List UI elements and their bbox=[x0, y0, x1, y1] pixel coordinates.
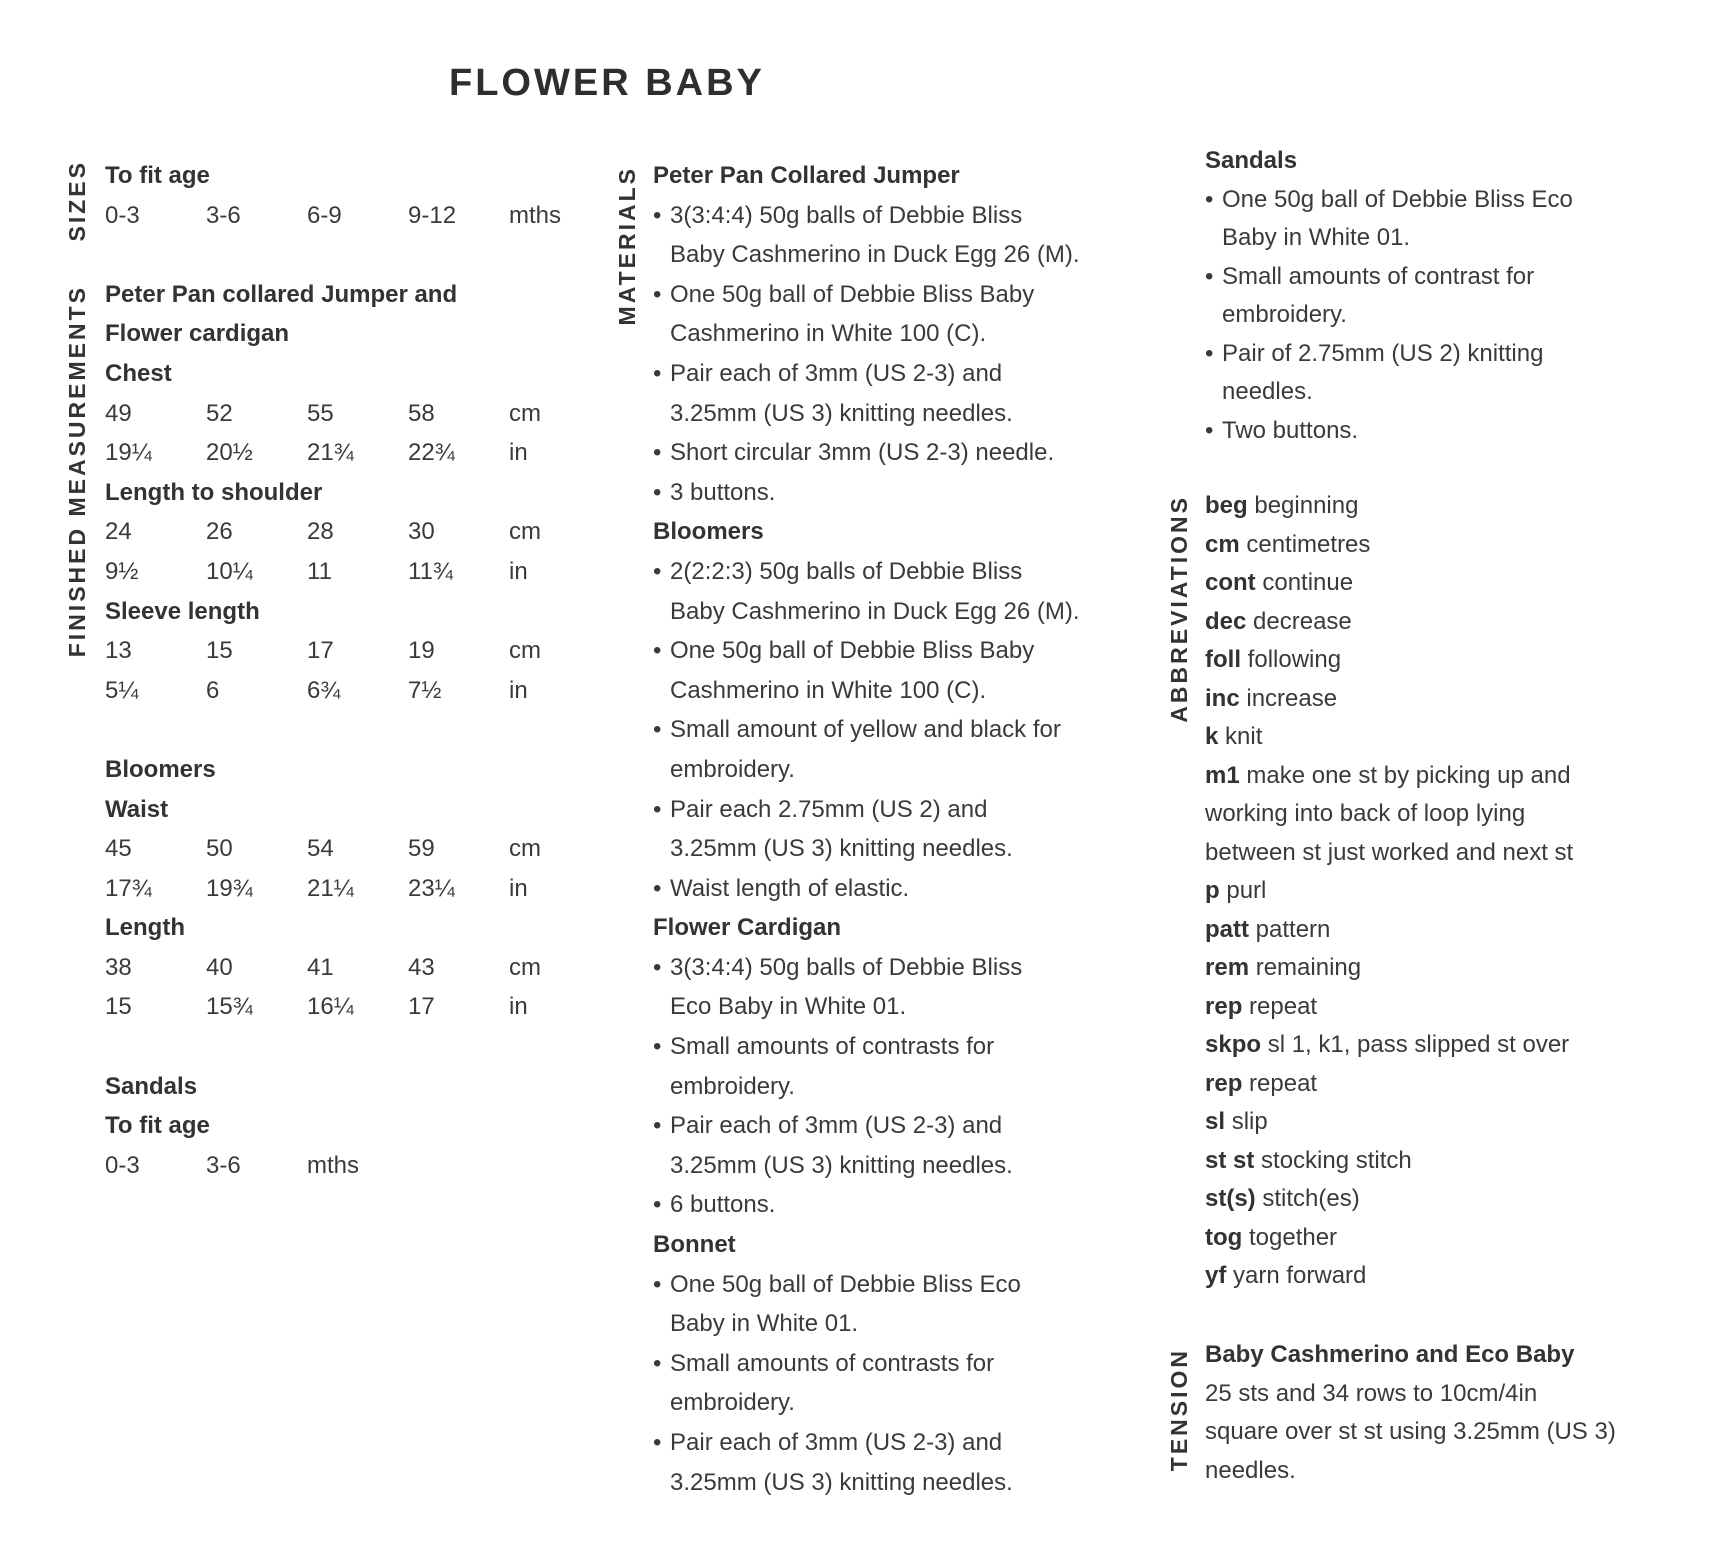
abbreviation-meaning: continue bbox=[1262, 569, 1354, 596]
bullet-item: • Pair each of 3mm (US 2-3) and 3.25mm (US 3) knitting needles. bbox=[653, 1423, 1133, 1502]
measure-value: 15 bbox=[105, 993, 132, 1021]
bullet-line: embroidery. bbox=[670, 1389, 795, 1417]
abbreviation-key: inc bbox=[1205, 684, 1240, 712]
abbreviation-meaning: increase bbox=[1246, 684, 1338, 712]
abbreviation-row bbox=[1205, 988, 1705, 1027]
bullet-item: • 6 buttons. bbox=[653, 1185, 1133, 1225]
abbreviation-meaning: together bbox=[1248, 1223, 1338, 1251]
abbreviation-row bbox=[1205, 487, 1705, 526]
bullet-line: 3(3:4:4) 50g balls of Debbie Bliss bbox=[670, 953, 1023, 981]
tension-line: needles. bbox=[1205, 1456, 1296, 1484]
abbreviation-key: st st bbox=[1205, 1146, 1255, 1174]
tension-line: square over st st using 3.25mm (US 3) bbox=[1205, 1418, 1616, 1445]
abbreviation-meaning: stitch(es) bbox=[1262, 1185, 1360, 1212]
bullet-line: 2(2:2:3) 50g balls of Debbie Bliss bbox=[670, 557, 1023, 585]
abbreviation-row bbox=[1205, 1065, 1705, 1104]
bullet-item: • One 50g ball of Debbie Bliss Baby Cashmerino in White 100 (C). bbox=[653, 275, 1133, 354]
measure-unit: in bbox=[509, 676, 528, 704]
abbreviation-row bbox=[1205, 1026, 1705, 1065]
abbreviation-meaning: between st just worked and next st bbox=[1205, 838, 1574, 866]
abbreviations-list bbox=[1205, 487, 1705, 1296]
abbreviation-meaning: slip bbox=[1231, 1108, 1268, 1135]
measure-value: 7½ bbox=[408, 676, 442, 704]
measure-value: 21¾ bbox=[307, 439, 354, 467]
bullet-line: One 50g ball of Debbie Bliss Baby bbox=[670, 637, 1035, 665]
sandals-sizes-row bbox=[105, 1146, 605, 1186]
abbreviation-key: beg bbox=[1205, 492, 1248, 519]
measure-value: 43 bbox=[408, 953, 435, 981]
bullet-line: Baby in White 01. bbox=[1222, 224, 1411, 251]
abbreviation-meaning: following bbox=[1247, 646, 1342, 673]
measure-unit: in bbox=[509, 439, 528, 467]
abbreviation-key: p bbox=[1205, 877, 1220, 904]
measure-unit: cm bbox=[509, 835, 541, 863]
bullet-item: • Small amounts of contrasts for embroidery. bbox=[653, 1344, 1133, 1423]
bullet-line: Pair each of 3mm (US 2-3) and bbox=[670, 1429, 1003, 1456]
bullet-line: Pair of 2.75mm (US 2) knitting bbox=[1222, 339, 1544, 367]
bullet-item: • One 50g ball of Debbie Bliss Eco Baby in White 01. bbox=[653, 1265, 1133, 1344]
measure-value: 50 bbox=[206, 835, 233, 863]
measure-value: 15 bbox=[206, 637, 233, 665]
bullet-line: One 50g ball of Debbie Bliss Eco bbox=[670, 1270, 1021, 1298]
measure-unit: in bbox=[509, 993, 528, 1021]
abbreviation-key: sl bbox=[1205, 1108, 1226, 1135]
bullet-item: • 3(3:4:4) 50g balls of Debbie Bliss Baby Cashmerino in Duck Egg 26 (M). bbox=[653, 196, 1133, 275]
tension-line: 25 sts and 34 rows to 10cm/4in bbox=[1205, 1379, 1538, 1407]
size-value: 6-9 bbox=[307, 201, 342, 229]
abbreviation-row bbox=[1205, 757, 1705, 796]
sandals-heading: Sandals bbox=[105, 1072, 198, 1100]
measure-value: 19¼ bbox=[105, 439, 152, 467]
measure-value: 41 bbox=[307, 953, 334, 981]
bullet-item: • Small amount of yellow and black for embroidery. bbox=[653, 710, 1133, 789]
group-heading: Peter Pan collared Jumper and bbox=[105, 280, 458, 308]
bullet-line: 3 buttons. bbox=[670, 478, 776, 506]
abbreviation-meaning: repeat bbox=[1249, 992, 1318, 1020]
abbreviation-row bbox=[1205, 949, 1705, 988]
sizes-heading: To fit age bbox=[105, 162, 210, 189]
measure-value: 40 bbox=[206, 953, 233, 981]
abbreviation-row bbox=[1205, 1219, 1705, 1258]
abbreviation-key: cont bbox=[1205, 569, 1256, 596]
tension-block bbox=[1205, 1336, 1705, 1490]
abbreviation-meaning: yarn forward bbox=[1233, 1262, 1367, 1289]
bloomers-length-heading: Length bbox=[105, 914, 185, 942]
bullet-item: • Small amounts of contrast for embroidery. bbox=[1205, 258, 1685, 335]
abbreviation-row bbox=[1205, 834, 1705, 873]
abbreviation-row bbox=[1205, 526, 1705, 565]
abbreviation-key: rem bbox=[1205, 954, 1250, 981]
measure-value: 9½ bbox=[105, 557, 139, 585]
sleeve-heading: Sleeve length bbox=[105, 597, 260, 625]
materials-sandals-heading: Sandals bbox=[1205, 147, 1298, 174]
abbreviation-meaning: knit bbox=[1225, 723, 1263, 750]
measure-value: 28 bbox=[307, 518, 334, 546]
measure-value: 38 bbox=[105, 953, 132, 981]
size-value: 9-12 bbox=[408, 201, 457, 229]
abbreviation-row bbox=[1205, 911, 1705, 950]
measure-value: 19 bbox=[408, 637, 435, 665]
abbreviation-row bbox=[1205, 1103, 1705, 1142]
measure-value: 21¼ bbox=[307, 874, 354, 902]
abbreviation-key: rep bbox=[1205, 992, 1243, 1020]
bullet-line: 3.25mm (US 3) knitting needles. bbox=[670, 1151, 1013, 1179]
size-value: 0-3 bbox=[105, 1151, 140, 1179]
measure-value: 54 bbox=[307, 835, 334, 863]
abbreviation-row bbox=[1205, 680, 1705, 719]
measurement-row-cm bbox=[105, 948, 605, 988]
abbreviation-key: st(s) bbox=[1205, 1185, 1256, 1212]
abbreviation-key: m1 bbox=[1205, 761, 1240, 789]
bullet-line: Pair each of 3mm (US 2-3) and bbox=[670, 359, 1003, 387]
sizes-section-label: SIZES bbox=[64, 160, 90, 242]
bullet-line: 3(3:4:4) 50g balls of Debbie Bliss bbox=[670, 201, 1023, 229]
bullet-line: needles. bbox=[1222, 378, 1313, 405]
abbreviation-row bbox=[1205, 603, 1705, 642]
measurement-row-in bbox=[105, 552, 605, 592]
measure-value: 22¾ bbox=[408, 439, 455, 467]
bullet-item: • 2(2:2:3) 50g balls of Debbie Bliss Baby Cashmerino in Duck Egg 26 (M). bbox=[653, 552, 1133, 631]
abbreviation-row bbox=[1205, 718, 1705, 757]
measurement-row-cm bbox=[105, 829, 605, 869]
sizes-and-measurements-column bbox=[105, 156, 605, 1185]
measure-unit: cm bbox=[509, 399, 541, 427]
abbreviation-key: foll bbox=[1205, 646, 1241, 673]
sandals-materials-block bbox=[1205, 142, 1685, 450]
abbreviation-row bbox=[1205, 1142, 1705, 1181]
bullet-line: 6 buttons. bbox=[670, 1191, 776, 1219]
abbreviation-meaning: beginning bbox=[1254, 492, 1359, 519]
abbreviation-meaning: sl 1, k1, pass slipped st over bbox=[1267, 1031, 1570, 1058]
abbreviation-meaning: make one st by picking up and bbox=[1246, 761, 1571, 789]
abbreviation-meaning: decrease bbox=[1253, 607, 1352, 635]
bullet-item: • Short circular 3mm (US 2-3) needle. bbox=[653, 433, 1133, 473]
bloomers-heading: Bloomers bbox=[105, 755, 216, 783]
measure-value: 49 bbox=[105, 399, 132, 427]
abbreviation-row bbox=[1205, 641, 1705, 680]
bullet-item: • Pair each 2.75mm (US 2) and 3.25mm (US 3) knitting needles. bbox=[653, 790, 1133, 869]
abbreviation-key: patt bbox=[1205, 915, 1249, 943]
measure-value: 17 bbox=[307, 637, 334, 665]
bullet-item: • Pair of 2.75mm (US 2) knitting needles. bbox=[1205, 335, 1685, 412]
bullet-line: Waist length of elastic. bbox=[670, 874, 910, 902]
measure-unit: in bbox=[509, 557, 528, 585]
measurement-row-in bbox=[105, 433, 605, 473]
abbreviation-key: rep bbox=[1205, 1069, 1243, 1097]
measure-value: 45 bbox=[105, 835, 132, 863]
size-unit: mths bbox=[509, 201, 562, 229]
measure-value: 11 bbox=[307, 557, 332, 585]
abbreviation-key: dec bbox=[1205, 607, 1247, 635]
abbreviation-meaning: centimetres bbox=[1246, 530, 1371, 558]
abbreviation-meaning: repeat bbox=[1249, 1069, 1318, 1097]
measure-value: 17¾ bbox=[105, 874, 152, 902]
bullet-item: • One 50g ball of Debbie Bliss Eco Baby in White 01. bbox=[1205, 181, 1685, 258]
bullet-line: Baby Cashmerino in Duck Egg 26 (M). bbox=[670, 597, 1080, 625]
measurement-row-cm bbox=[105, 631, 605, 671]
size-value: 3-6 bbox=[206, 1151, 241, 1179]
page-title: FLOWER BABY bbox=[449, 62, 765, 104]
size-unit: mths bbox=[307, 1151, 360, 1179]
measure-value: 10¼ bbox=[206, 557, 253, 585]
bullet-item: • 3 buttons. bbox=[653, 473, 1133, 513]
materials-cardigan-heading: Flower Cardigan bbox=[653, 914, 842, 942]
bullet-line: embroidery. bbox=[670, 755, 795, 783]
sandals-age-heading: To fit age bbox=[105, 1112, 210, 1140]
measure-unit: cm bbox=[509, 953, 541, 981]
finished-measurements-section-label: FINISHED MEASUREMENTS bbox=[64, 285, 90, 658]
group-heading: Flower cardigan bbox=[105, 320, 290, 348]
bullet-line: Pair each 2.75mm (US 2) and bbox=[670, 795, 988, 823]
abbreviation-key: tog bbox=[1205, 1223, 1243, 1251]
bullet-line: Pair each of 3mm (US 2-3) and bbox=[670, 1112, 1003, 1140]
bullet-line: Baby Cashmerino in Duck Egg 26 (M). bbox=[670, 241, 1080, 269]
abbreviation-meaning: remaining bbox=[1255, 954, 1362, 981]
measure-value: 6¾ bbox=[307, 676, 341, 704]
bullet-line: Small amounts of contrasts for bbox=[670, 1349, 995, 1377]
materials-section-label: MATERIALS bbox=[614, 166, 640, 326]
bullet-line: embroidery. bbox=[670, 1072, 795, 1100]
bullet-item: • Waist length of elastic. bbox=[653, 869, 1133, 909]
measure-value: 20½ bbox=[206, 439, 253, 467]
measurement-row-cm bbox=[105, 394, 605, 434]
bullet-line: Short circular 3mm (US 2-3) needle. bbox=[670, 439, 1055, 467]
bullet-line: 3.25mm (US 3) knitting needles. bbox=[670, 1468, 1013, 1496]
measure-value: 5¼ bbox=[105, 676, 139, 704]
bullet-line: One 50g ball of Debbie Bliss Baby bbox=[670, 280, 1035, 308]
abbreviation-meaning: pattern bbox=[1255, 915, 1331, 943]
bullet-line: 3.25mm (US 3) knitting needles. bbox=[670, 399, 1013, 427]
materials-bloomers-heading: Bloomers bbox=[653, 518, 764, 546]
measure-value: 26 bbox=[206, 518, 233, 546]
tension-heading: Baby Cashmerino and Eco Baby bbox=[1205, 1341, 1575, 1368]
materials-bonnet-heading: Bonnet bbox=[653, 1231, 736, 1259]
abbreviation-row bbox=[1205, 795, 1705, 834]
waist-heading: Waist bbox=[105, 795, 169, 823]
bullet-item: • Pair each of 3mm (US 2-3) and 3.25mm (US 3) knitting needles. bbox=[653, 1106, 1133, 1185]
bullet-item: • Two buttons. bbox=[1205, 412, 1685, 451]
bullet-line: 3.25mm (US 3) knitting needles. bbox=[670, 835, 1013, 863]
abbreviation-meaning: working into back of loop lying bbox=[1205, 800, 1526, 827]
abbreviation-row bbox=[1205, 872, 1705, 911]
bullet-line: Cashmerino in White 100 (C). bbox=[670, 320, 987, 348]
measure-value: 16¼ bbox=[307, 993, 354, 1021]
abbreviation-row bbox=[1205, 1257, 1705, 1296]
measure-value: 23¼ bbox=[408, 874, 455, 902]
abbreviation-row bbox=[1205, 1180, 1705, 1219]
bullet-line: One 50g ball of Debbie Bliss Eco bbox=[1222, 185, 1573, 213]
measure-value: 15¾ bbox=[206, 993, 253, 1021]
tension-section-label: TENSION bbox=[1166, 1348, 1192, 1472]
sizes-row bbox=[105, 196, 605, 236]
materials-column bbox=[653, 156, 1133, 1502]
bullet-line: Small amounts of contrasts for bbox=[670, 1033, 995, 1061]
measure-value: 55 bbox=[307, 399, 334, 427]
bullet-line: Baby in White 01. bbox=[670, 1310, 859, 1338]
abbreviation-key: k bbox=[1205, 723, 1219, 750]
abbreviation-key: yf bbox=[1205, 1262, 1227, 1289]
bullet-line: Eco Baby in White 01. bbox=[670, 993, 907, 1021]
measure-value: 59 bbox=[408, 835, 435, 863]
measure-value: 6 bbox=[206, 676, 220, 704]
measurement-row-in bbox=[105, 987, 605, 1027]
size-value: 0-3 bbox=[105, 201, 140, 229]
materials-jumper-heading: Peter Pan Collared Jumper bbox=[653, 162, 960, 189]
measure-unit: cm bbox=[509, 637, 541, 665]
measurement-row-in bbox=[105, 671, 605, 711]
measure-unit: cm bbox=[509, 518, 541, 546]
measure-value: 17 bbox=[408, 993, 435, 1021]
bullet-line: Cashmerino in White 100 (C). bbox=[670, 676, 987, 704]
measure-value: 13 bbox=[105, 637, 132, 665]
bullet-line: Small amounts of contrast for bbox=[1222, 262, 1535, 290]
measure-value: 30 bbox=[408, 518, 435, 546]
measure-unit: in bbox=[509, 874, 528, 902]
bullet-item: • Small amounts of contrasts for embroidery. bbox=[653, 1027, 1133, 1106]
size-value: 3-6 bbox=[206, 201, 241, 229]
abbreviation-key: cm bbox=[1205, 530, 1240, 558]
measure-value: 19¾ bbox=[206, 874, 253, 902]
abbreviation-meaning: stocking stitch bbox=[1261, 1146, 1412, 1174]
length-heading: Length to shoulder bbox=[105, 478, 323, 506]
bullet-item: • One 50g ball of Debbie Bliss Baby Cashmerino in White 100 (C). bbox=[653, 631, 1133, 710]
measure-value: 58 bbox=[408, 399, 435, 427]
bullet-line: embroidery. bbox=[1222, 301, 1347, 328]
measure-value: 11¾ bbox=[408, 557, 453, 585]
measurement-row-in bbox=[105, 869, 605, 909]
bullet-line: Small amount of yellow and black for bbox=[670, 716, 1061, 744]
measure-value: 52 bbox=[206, 399, 233, 427]
bullet-item: • 3(3:4:4) 50g balls of Debbie Bliss Eco Baby in White 01. bbox=[653, 948, 1133, 1027]
measurement-row-cm bbox=[105, 512, 605, 552]
bullet-line: Two buttons. bbox=[1222, 416, 1359, 444]
measure-value: 24 bbox=[105, 518, 132, 546]
abbreviations-section-label: ABBREVIATIONS bbox=[1166, 495, 1192, 723]
chest-heading: Chest bbox=[105, 359, 172, 387]
abbreviation-key: skpo bbox=[1205, 1031, 1262, 1058]
bullet-item: • Pair each of 3mm (US 2-3) and 3.25mm (US 3) knitting needles. bbox=[653, 354, 1133, 433]
abbreviation-meaning: purl bbox=[1226, 877, 1267, 904]
abbreviation-row bbox=[1205, 564, 1705, 603]
